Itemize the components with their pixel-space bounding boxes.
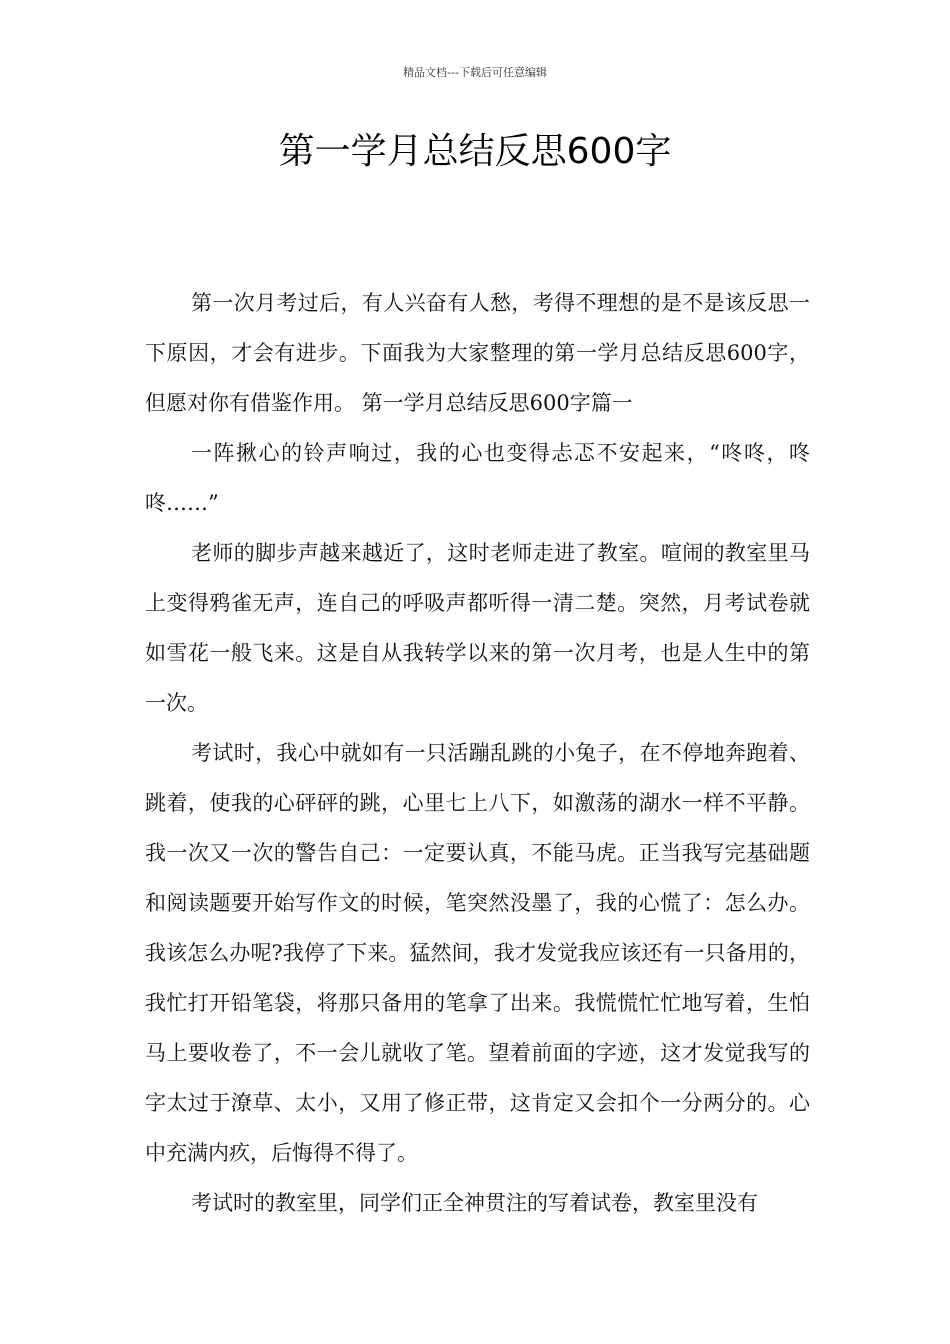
document-body xyxy=(145,278,810,1228)
paragraph-4: 考试时，我心中就如有一只活蹦乱跳的小兔子，在不停地奔跑着、跳着，使我的心砰砰的跳，心里七上八下，如激荡的湖水一样不平静。我一次又一次的警告自己：一定要认真，不能马虎。正当我写完基础题和阅读题要开始写作文的时候，笔突然没墨了，我的心慌了：怎么办。我该怎么办呢?我停了下来。猛然间，我才发觉我应该还有一只备用的，我忙打开铅笔袋，将那只备用的笔拿了出来。我慌慌忙忙地写着，生怕马上要收卷了，不一会儿就收了笔。望着前面的字迹，这才发觉我写的字太过于潦草、太小，又用了修正带，这肯定又会扣个一分两分的。心中充满内疚，后悔得不得了。 xyxy=(145,741,810,1165)
paragraph-1: 第一次月考过后，有人兴奋有人愁，考得不理想的是不是该反思一下原因，才会有进步。下面我为大家整理的第一学月总结反思600字，但愿对你有借鉴作用。 第一学月总结反思600字篇一 xyxy=(145,291,810,415)
paragraph-5: 考试时的教室里，同学们正全神贯注的写着试卷，教室里没有 xyxy=(191,1191,758,1215)
header-note: 精品文档---下载后可任意编辑 xyxy=(403,66,547,79)
paragraph-3: 老师的脚步声越来越近了，这时老师走进了教室。喧闹的教室里马上变得鸦雀无声，连自己的呼吸声都听得一清二楚。突然，月考试卷就如雪花一般飞来。这是自从我转学以来的第一次月考，也是人生中的第一次。 xyxy=(145,541,810,715)
paragraph-2: 一阵揪心的铃声响过，我的心也变得忐忑不安起来，“咚咚，咚咚……” xyxy=(145,441,810,515)
document-title: 第一学月总结反思600字 xyxy=(278,131,672,172)
